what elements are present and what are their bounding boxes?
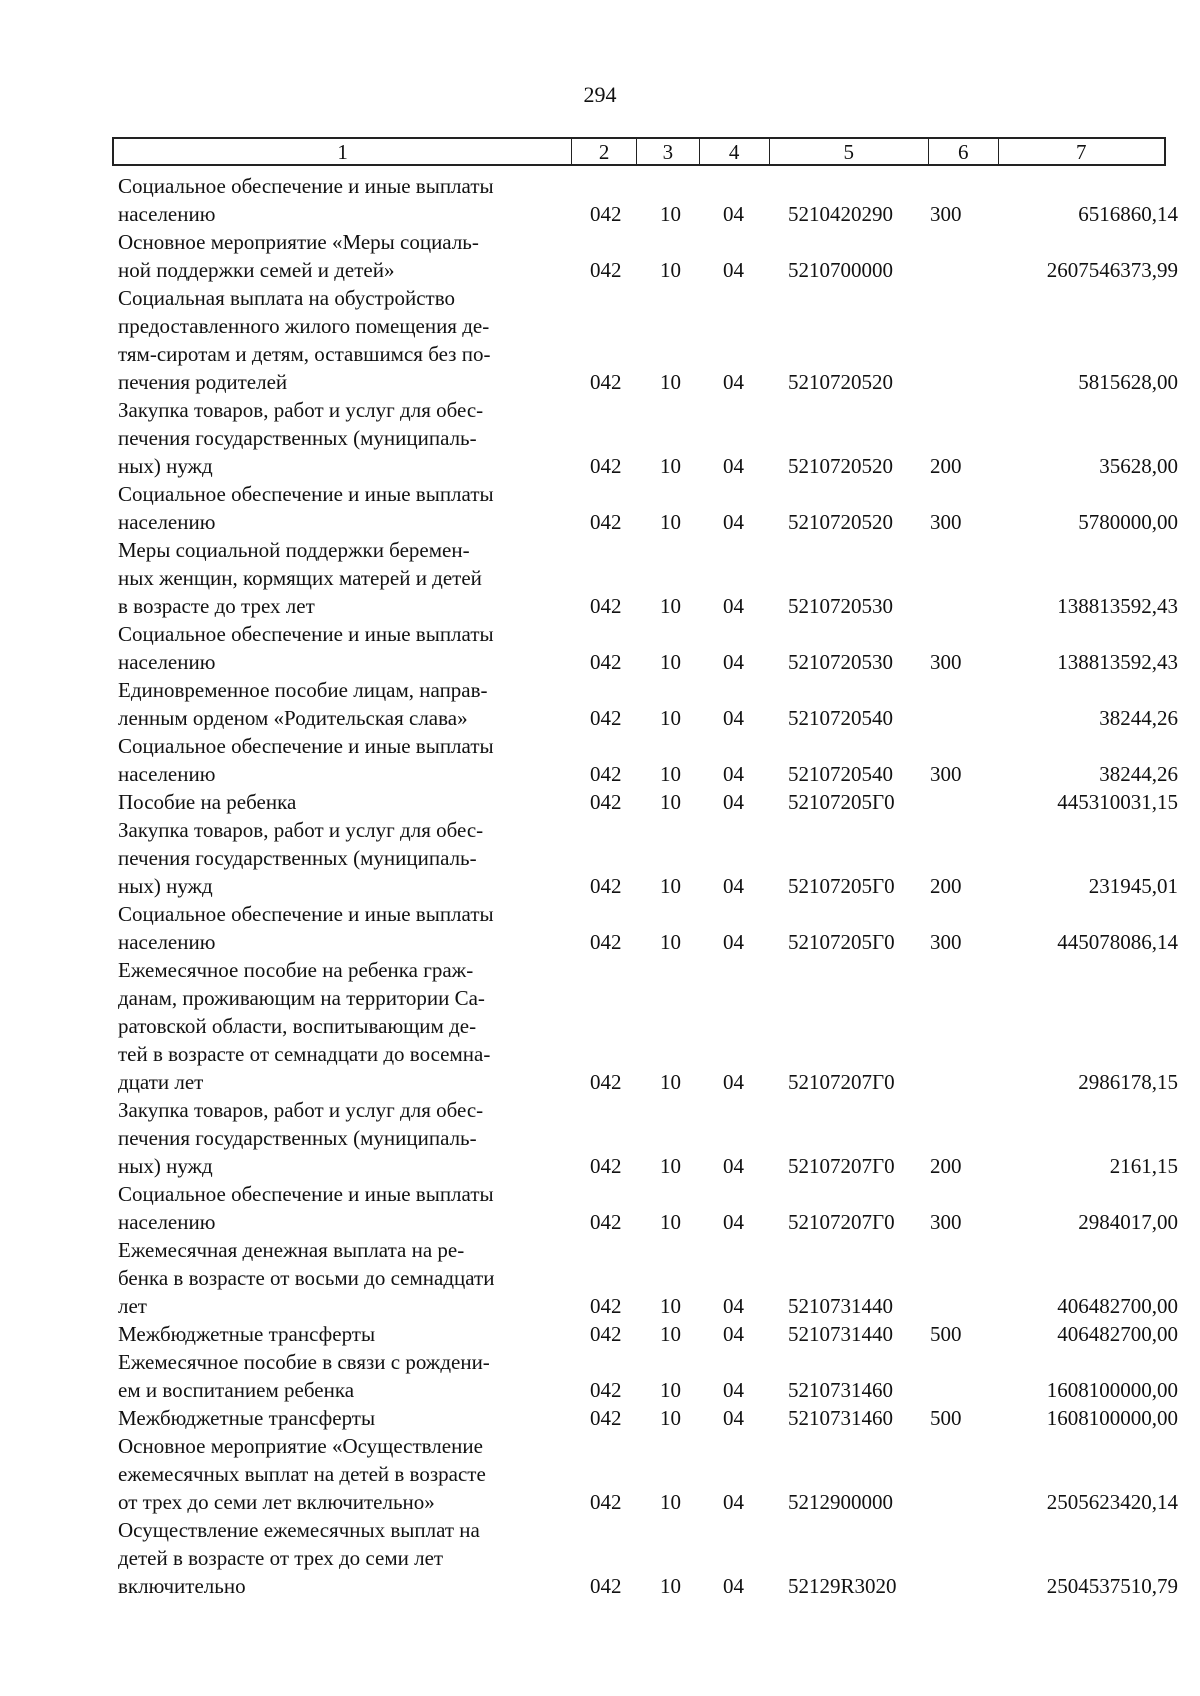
header-col-1: 1 (114, 139, 572, 164)
row-description: Социальное обеспечение и иные выплаты населению (118, 482, 494, 534)
row-col-5: 5210731460 (788, 1406, 893, 1430)
row-col-2: 042 (590, 1490, 622, 1514)
table-row (118, 900, 1178, 956)
row-description: Закупка товаров, работ и услуг для обес- печения государственных (муниципаль- ных) нужд (118, 398, 484, 478)
row-description: Закупка товаров, работ и услуг для обес- печения государственных (муниципаль- ных) нужд (118, 818, 484, 898)
row-col-5: 5210720530 (788, 650, 893, 674)
row-col-7: 1608100000,00 (1046, 1406, 1178, 1430)
header-col-3: 3 (637, 139, 700, 164)
row-description: Социальное обеспечение и иные выплаты населению (118, 734, 494, 786)
row-col-2: 042 (590, 594, 622, 618)
row-col-3: 10 (660, 454, 681, 478)
row-col-4: 04 (723, 1154, 744, 1178)
row-col-7: 5815628,00 (1078, 370, 1178, 394)
row-col-5: 5212900000 (788, 1490, 893, 1514)
table-row (118, 1404, 1178, 1432)
row-col-7: 2505623420,14 (1046, 1490, 1178, 1514)
row-col-2: 042 (590, 762, 622, 786)
row-description: Социальное обеспечение и иные выплаты населению (118, 622, 494, 674)
row-col-3: 10 (660, 594, 681, 618)
row-col-5: 52107205Г0 (788, 930, 895, 954)
row-col-7: 406482700,00 (1057, 1322, 1178, 1346)
table-row (118, 172, 1178, 228)
header-col-7: 7 (1076, 140, 1087, 164)
row-col-2: 042 (590, 1378, 622, 1402)
row-col-4: 04 (723, 454, 744, 478)
table-row (118, 284, 1178, 396)
row-col-3: 10 (660, 1490, 681, 1514)
row-col-7: 445078086,14 (1057, 930, 1178, 954)
row-col-5: 5210420290 (788, 202, 893, 226)
header-col-2: 2 (572, 139, 637, 164)
row-col-6: 200 (930, 454, 962, 478)
row-col-7: 138813592,43 (1057, 650, 1178, 674)
row-col-3: 10 (660, 1070, 681, 1094)
row-col-6: 300 (930, 650, 962, 674)
row-description: Меры социальной поддержки беремен- ных женщин, кормящих матерей и детей в возрасте до трех лет (118, 538, 482, 618)
row-description: Межбюджетные трансферты (118, 1406, 376, 1430)
row-col-4: 04 (723, 930, 744, 954)
row-col-3: 10 (660, 790, 681, 814)
table-row (118, 396, 1178, 480)
row-col-3: 10 (660, 874, 681, 898)
row-description: Основное мероприятие «Осуществление ежемесячных выплат на детей в возрасте от трех до семи лет включительно» (118, 1434, 486, 1514)
row-description: Социальное обеспечение и иные выплаты населению (118, 1182, 494, 1234)
row-col-2: 042 (590, 1210, 622, 1234)
header-col-6: 6 (929, 139, 999, 164)
row-col-3: 10 (660, 370, 681, 394)
table-row (118, 732, 1178, 788)
table-row (118, 1320, 1178, 1348)
row-col-5: 52107207Г0 (788, 1154, 895, 1178)
row-col-3: 10 (660, 202, 681, 226)
row-col-5: 5210720520 (788, 510, 893, 534)
table-row (118, 620, 1178, 676)
row-col-4: 04 (723, 1406, 744, 1430)
row-col-5: 5210720530 (788, 594, 893, 618)
page-number: 294 (583, 82, 617, 107)
row-col-7: 406482700,00 (1057, 1294, 1178, 1318)
row-col-5: 5210731440 (788, 1294, 893, 1318)
row-col-7: 38244,26 (1099, 762, 1178, 786)
row-col-3: 10 (660, 930, 681, 954)
row-col-7: 38244,26 (1099, 706, 1178, 730)
row-col-2: 042 (590, 1154, 622, 1178)
row-col-2: 042 (590, 790, 622, 814)
row-col-3: 10 (660, 510, 681, 534)
row-col-3: 10 (660, 1378, 681, 1402)
row-col-6: 300 (930, 762, 962, 786)
row-col-3: 10 (660, 1574, 681, 1598)
row-col-5: 5210720540 (788, 706, 893, 730)
row-col-6: 300 (930, 202, 962, 226)
table-row (118, 956, 1178, 1096)
table-row (118, 1096, 1178, 1180)
row-col-3: 10 (660, 762, 681, 786)
row-col-4: 04 (723, 706, 744, 730)
row-col-2: 042 (590, 874, 622, 898)
row-description: Социальное обеспечение и иные выплаты населению (118, 902, 494, 954)
row-col-2: 042 (590, 1322, 622, 1346)
row-col-2: 042 (590, 1406, 622, 1430)
row-col-3: 10 (660, 706, 681, 730)
row-col-2: 042 (590, 454, 622, 478)
row-col-5: 52107207Г0 (788, 1210, 895, 1234)
table-row (118, 1516, 1178, 1600)
row-description: Социальная выплата на обустройство предоставленного жилого помещения де- тям-сиротам и детям, оставшимся без по- печения родителей (118, 286, 491, 394)
row-col-2: 042 (590, 706, 622, 730)
row-col-2: 042 (590, 930, 622, 954)
row-col-7: 35628,00 (1099, 454, 1178, 478)
row-col-3: 10 (660, 650, 681, 674)
table-row (118, 1348, 1178, 1404)
table-header (112, 137, 1166, 166)
row-description: Основное мероприятие «Меры социаль- ной поддержки семей и детей» (118, 230, 479, 282)
row-col-7: 2986178,15 (1078, 1070, 1178, 1094)
row-col-3: 10 (660, 1322, 681, 1346)
row-col-5: 52129R3020 (788, 1574, 897, 1598)
row-col-5: 5210731440 (788, 1322, 893, 1346)
row-description: Ежемесячное пособие на ребенка граж- данам, проживающим на территории Са- ратовской области, воспитывающим де- тей в возрасте от семнадцати до восемна- дцати лет (118, 958, 491, 1094)
table-body (118, 172, 1178, 1600)
row-description: Пособие на ребенка (118, 790, 297, 814)
row-col-4: 04 (723, 762, 744, 786)
row-col-4: 04 (723, 594, 744, 618)
row-col-7: 6516860,14 (1078, 202, 1178, 226)
row-col-4: 04 (723, 1294, 744, 1318)
row-description: Ежемесячная денежная выплата на ре- бенка в возрасте от восьми до семнадцати лет (118, 1238, 495, 1318)
table-row (118, 676, 1178, 732)
row-col-4: 04 (723, 1210, 744, 1234)
row-col-2: 042 (590, 510, 622, 534)
row-col-5: 5210720540 (788, 762, 893, 786)
row-col-2: 042 (590, 258, 622, 282)
row-col-4: 04 (723, 874, 744, 898)
row-col-4: 04 (723, 1378, 744, 1402)
row-col-2: 042 (590, 370, 622, 394)
table-row (118, 1236, 1178, 1320)
row-col-5: 52107205Г0 (788, 790, 895, 814)
table-row (118, 1180, 1178, 1236)
row-col-3: 10 (660, 1154, 681, 1178)
row-col-4: 04 (723, 1490, 744, 1514)
row-col-7: 2984017,00 (1078, 1210, 1178, 1234)
table-row (118, 536, 1178, 620)
row-col-2: 042 (590, 1574, 622, 1598)
row-col-7: 138813592,43 (1057, 594, 1178, 618)
row-col-5: 5210731460 (788, 1378, 893, 1402)
row-col-7: 1608100000,00 (1046, 1378, 1178, 1402)
row-col-3: 10 (660, 1210, 681, 1234)
row-description: Единовременное пособие лицам, направ- ленным орденом «Родительская слава» (118, 678, 488, 730)
row-col-5: 52107205Г0 (788, 874, 895, 898)
row-col-3: 10 (660, 258, 681, 282)
row-col-6: 200 (930, 874, 962, 898)
row-description: Межбюджетные трансферты (118, 1322, 376, 1346)
header-col-4: 4 (700, 139, 770, 164)
row-col-3: 10 (660, 1294, 681, 1318)
row-col-4: 04 (723, 258, 744, 282)
row-col-6: 200 (930, 1154, 962, 1178)
row-col-7: 445310031,15 (1057, 790, 1178, 814)
row-col-4: 04 (723, 202, 744, 226)
row-col-4: 04 (723, 790, 744, 814)
row-col-5: 5210720520 (788, 454, 893, 478)
row-col-6: 500 (930, 1406, 962, 1430)
row-col-6: 300 (930, 510, 962, 534)
row-col-7: 2504537510,79 (1046, 1574, 1178, 1598)
header-col-5: 5 (770, 139, 929, 164)
table-row (118, 1432, 1178, 1516)
row-col-4: 04 (723, 1574, 744, 1598)
row-description: Осуществление ежемесячных выплат на детей в возрасте от трех до семи лет включительно (118, 1518, 480, 1598)
row-col-5: 5210720520 (788, 370, 893, 394)
row-col-6: 500 (930, 1322, 962, 1346)
row-col-4: 04 (723, 650, 744, 674)
row-col-7: 2607546373,99 (1046, 258, 1178, 282)
row-col-2: 042 (590, 1070, 622, 1094)
row-col-4: 04 (723, 510, 744, 534)
row-col-6: 300 (930, 1210, 962, 1234)
row-col-3: 10 (660, 1406, 681, 1430)
row-col-4: 04 (723, 1322, 744, 1346)
table-row (118, 228, 1178, 284)
row-col-4: 04 (723, 370, 744, 394)
table-row (118, 788, 1178, 816)
row-description: Закупка товаров, работ и услуг для обес- печения государственных (муниципаль- ных) нужд (118, 1098, 484, 1178)
row-description: Социальное обеспечение и иные выплаты населению (118, 174, 494, 226)
row-col-6: 300 (930, 930, 962, 954)
row-description: Ежемесячное пособие в связи с рождени- ем и воспитанием ребенка (118, 1350, 490, 1402)
row-col-2: 042 (590, 650, 622, 674)
row-col-7: 231945,01 (1088, 874, 1178, 898)
table-row (118, 480, 1178, 536)
row-col-2: 042 (590, 1294, 622, 1318)
table-row (118, 816, 1178, 900)
row-col-5: 52107207Г0 (788, 1070, 895, 1094)
row-col-5: 5210700000 (788, 258, 893, 282)
row-col-7: 5780000,00 (1078, 510, 1178, 534)
row-col-4: 04 (723, 1070, 744, 1094)
row-col-2: 042 (590, 202, 622, 226)
row-col-7: 2161,15 (1109, 1154, 1178, 1178)
